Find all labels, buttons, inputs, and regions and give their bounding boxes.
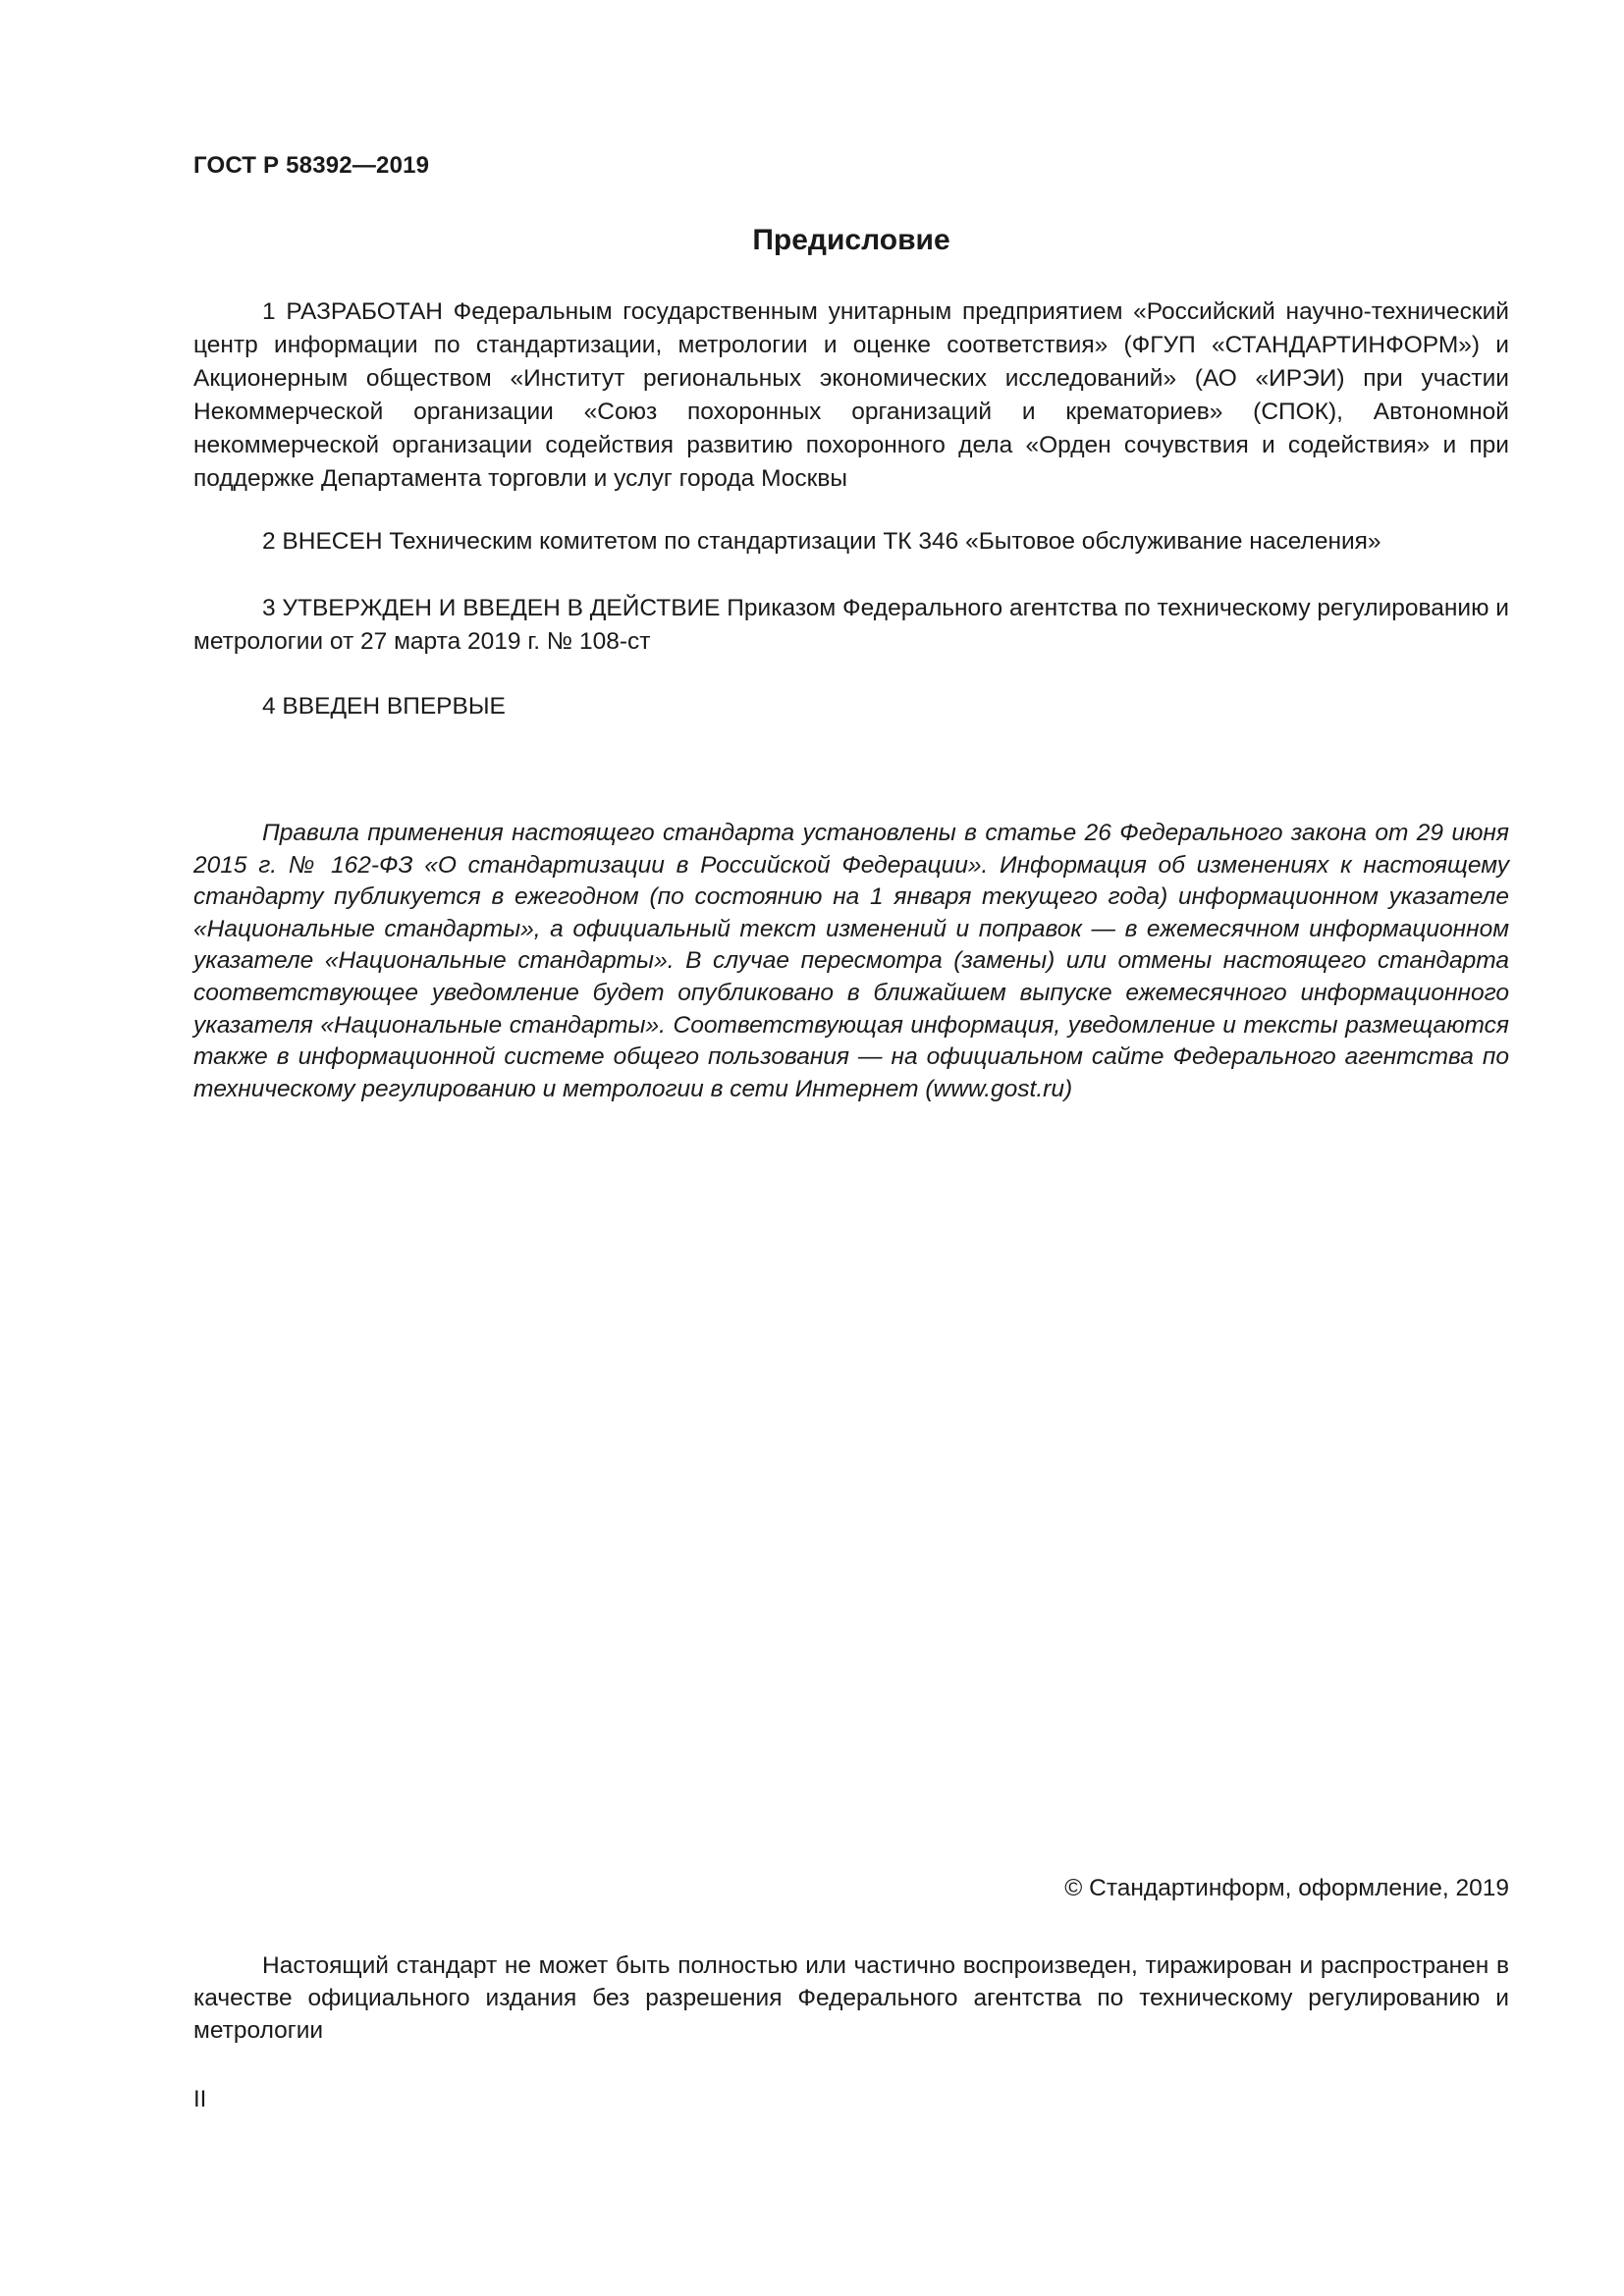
paragraph-introduced-by: 2 ВНЕСЕН Техническим комитетом по стандартизации ТК 346 «Бытовое обслуживание населения» <box>262 528 1381 555</box>
paragraph-approved: 3 УТВЕРЖДЕН И ВВЕДЕН В ДЕЙСТВИЕ Приказом Федерального агентства по техническому регулированию и метрологии от 27 марта 2019 г. № 108-ст <box>193 595 1509 655</box>
standard-code: ГОСТ Р 58392—2019 <box>193 152 430 179</box>
paragraph-developed-by: 1 РАЗРАБОТАН Федеральным государственным унитарным предприятием «Российский научно-технический центр информации по стандартизации, метрологии и оценке соответствия» (ФГУП «СТАНДАРТИНФОРМ») и Акционерным обществом «Институт региональных экономических исследований» (АО «ИРЭИ) при участии Некоммерческой организации «Союз похоронных организаций и крематориев» (СПОК), Автономной некоммерческой организации содействия развитию похоронного дела «Орден сочувствия и содействия» и при поддержке Департамента торговли и услуг города Москвы <box>193 298 1509 492</box>
copyright-line: © Стандартинформ, оформление, 2019 <box>1064 1875 1509 1901</box>
reproduction-notice: Настоящий стандарт не может быть полностью или частично воспроизведен, тиражирован и распространен в качестве официального издания без разрешения Федерального агентства по техническому регулированию и метрологии <box>193 1952 1509 2044</box>
page-number: II <box>193 2086 207 2112</box>
page-title: Предисловие <box>752 224 950 256</box>
application-rules-notice: Правила применения настоящего стандарта установлены в статье 26 Федерального закона от 29 июня 2015 г. № 162-ФЗ «О стандартизации в Российской Федерации». Информация об изменениях к настоящему стандарту публикуется в ежегодном (по состоянию на 1 января текущего года) информационном указателе «Национальные стандарты», а официальный текст изменений и поправок — в ежемесячном информационном указателе «Национальные стандарты». В случае пересмотра (замены) или отмены настоящего стандарта соответствующее уведомление будет опубликовано в ближайшем выпуске ежемесячного информационного указателя «Национальные стандарты». Соответствующая информация, уведомление и тексты размещаются также в информационной системе общего пользования — на официальном сайте Федерального агентства по техническому регулированию и метрологии в сети Интернет (www.gost.ru) <box>193 820 1509 1102</box>
paragraph-first-introduced: 4 ВВЕДЕН ВПЕРВЫЕ <box>262 693 506 720</box>
